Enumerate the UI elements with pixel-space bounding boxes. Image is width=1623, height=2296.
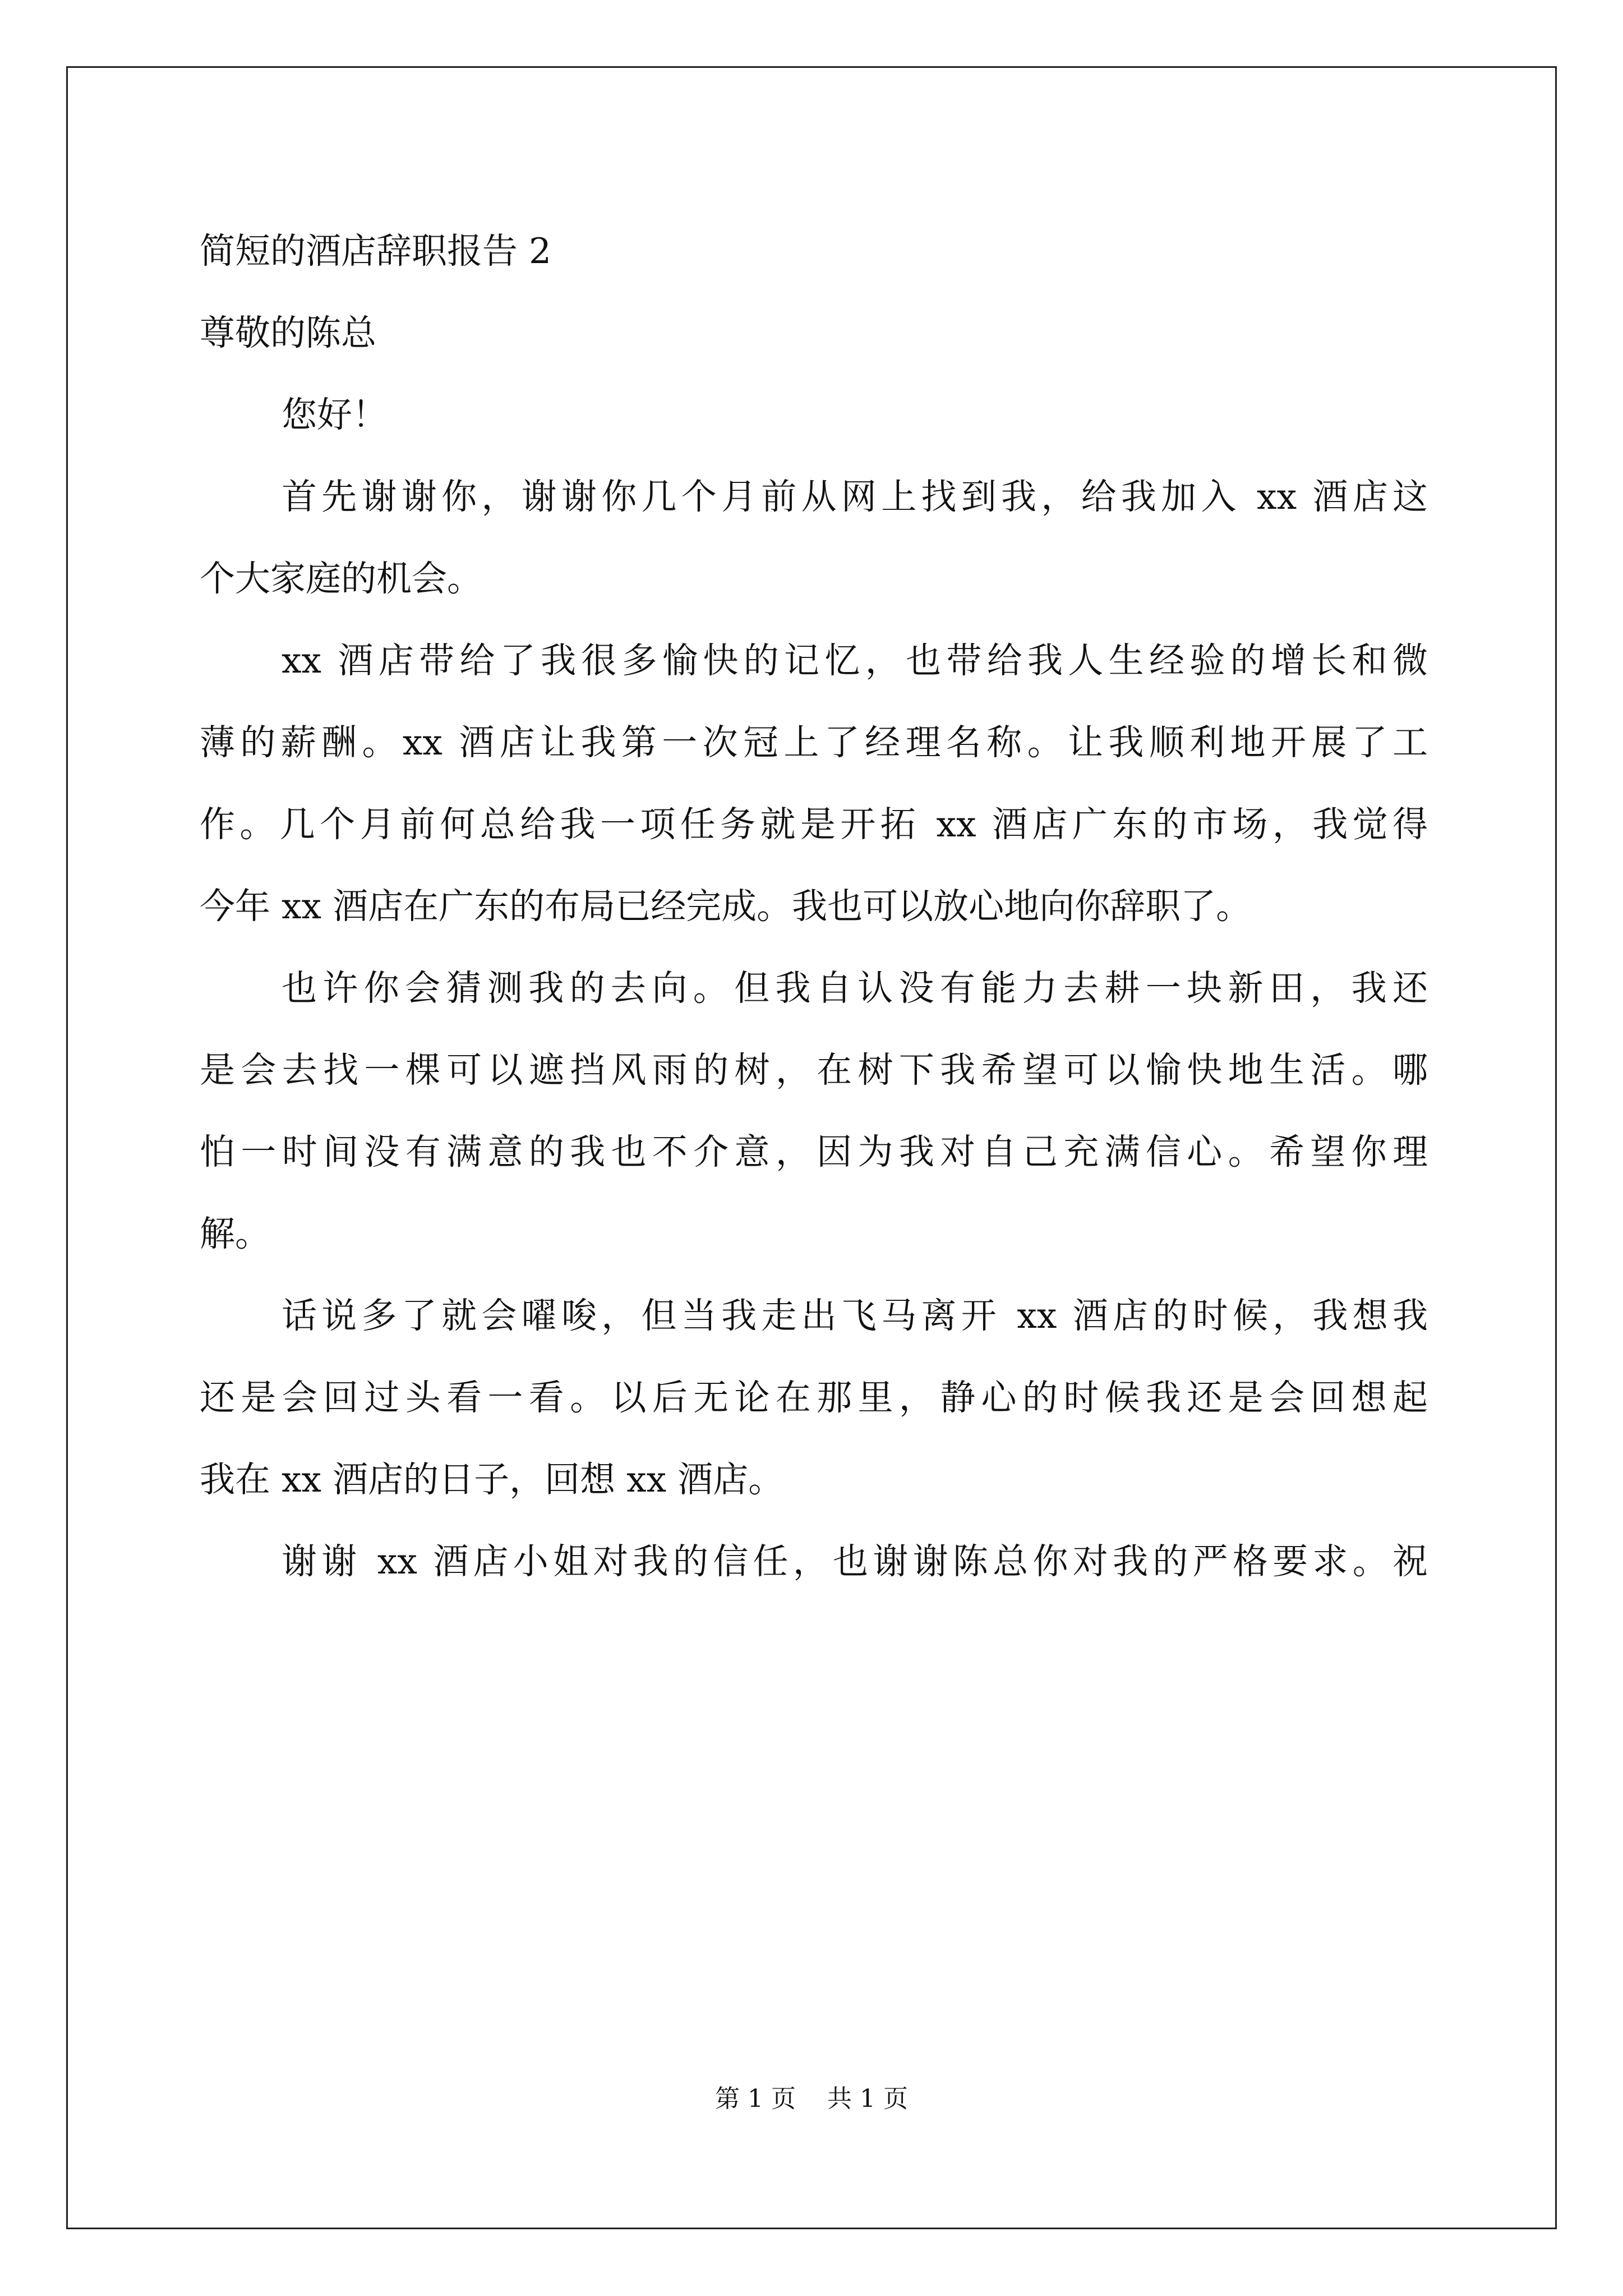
paragraph-line: 谢谢 xx 酒店小姐对我的信任，也谢谢陈总你对我的严格要求。祝 [282,1541,1428,1582]
paragraph-line: 解。 [200,1213,270,1254]
document-title: 简短的酒店辞职报告 2 [200,231,552,272]
page-footer [0,2082,1623,2116]
greeting: 您好！ [282,394,388,435]
page-number: 第 1 页 [715,2085,796,2113]
paragraph-line: xx 酒店带给了我很多愉快的记忆，也带给我人生经验的增长和微 [282,640,1428,681]
paragraph-line: 个大家庭的机会。 [200,558,482,599]
document-body [200,210,1428,1603]
paragraph-line: 我在 xx 酒店的日子，回想 xx 酒店。 [200,1459,784,1500]
paragraph-line: 还是会回过头看一看。以后无论在那里，静心的时候我还是会回想起 [200,1377,1428,1418]
paragraph-line: 作。几个月前何总给我一项任务就是开拓 xx 酒店广东的市场，我觉得 [200,804,1428,845]
paragraph-line: 薄的薪酬。xx 酒店让我第一次冠上了经理名称。让我顺利地开展了工 [200,722,1428,763]
page-total: 共 1 页 [827,2085,908,2113]
paragraph-line: 首先谢谢你，谢谢你几个月前从网上找到我，给我加入 xx 酒店这 [282,476,1428,517]
paragraph-line: 今年 xx 酒店在广东的布局已经完成。我也可以放心地向你辞职了。 [200,886,1252,927]
salutation: 尊敬的陈总 [200,312,376,353]
paragraph-line: 是会去找一棵可以遮挡风雨的树，在树下我希望可以愉快地生活。哪 [200,1050,1428,1091]
paragraph-line: 也许你会猜测我的去向。但我自认没有能力去耕一块新田，我还 [282,968,1428,1009]
paragraph-line: 怕一时间没有满意的我也不介意，因为我对自己充满信心。希望你理 [200,1131,1428,1172]
paragraph-line: 话说多了就会嚁唆，但当我走出飞马离开 xx 酒店的时候，我想我 [282,1295,1428,1336]
